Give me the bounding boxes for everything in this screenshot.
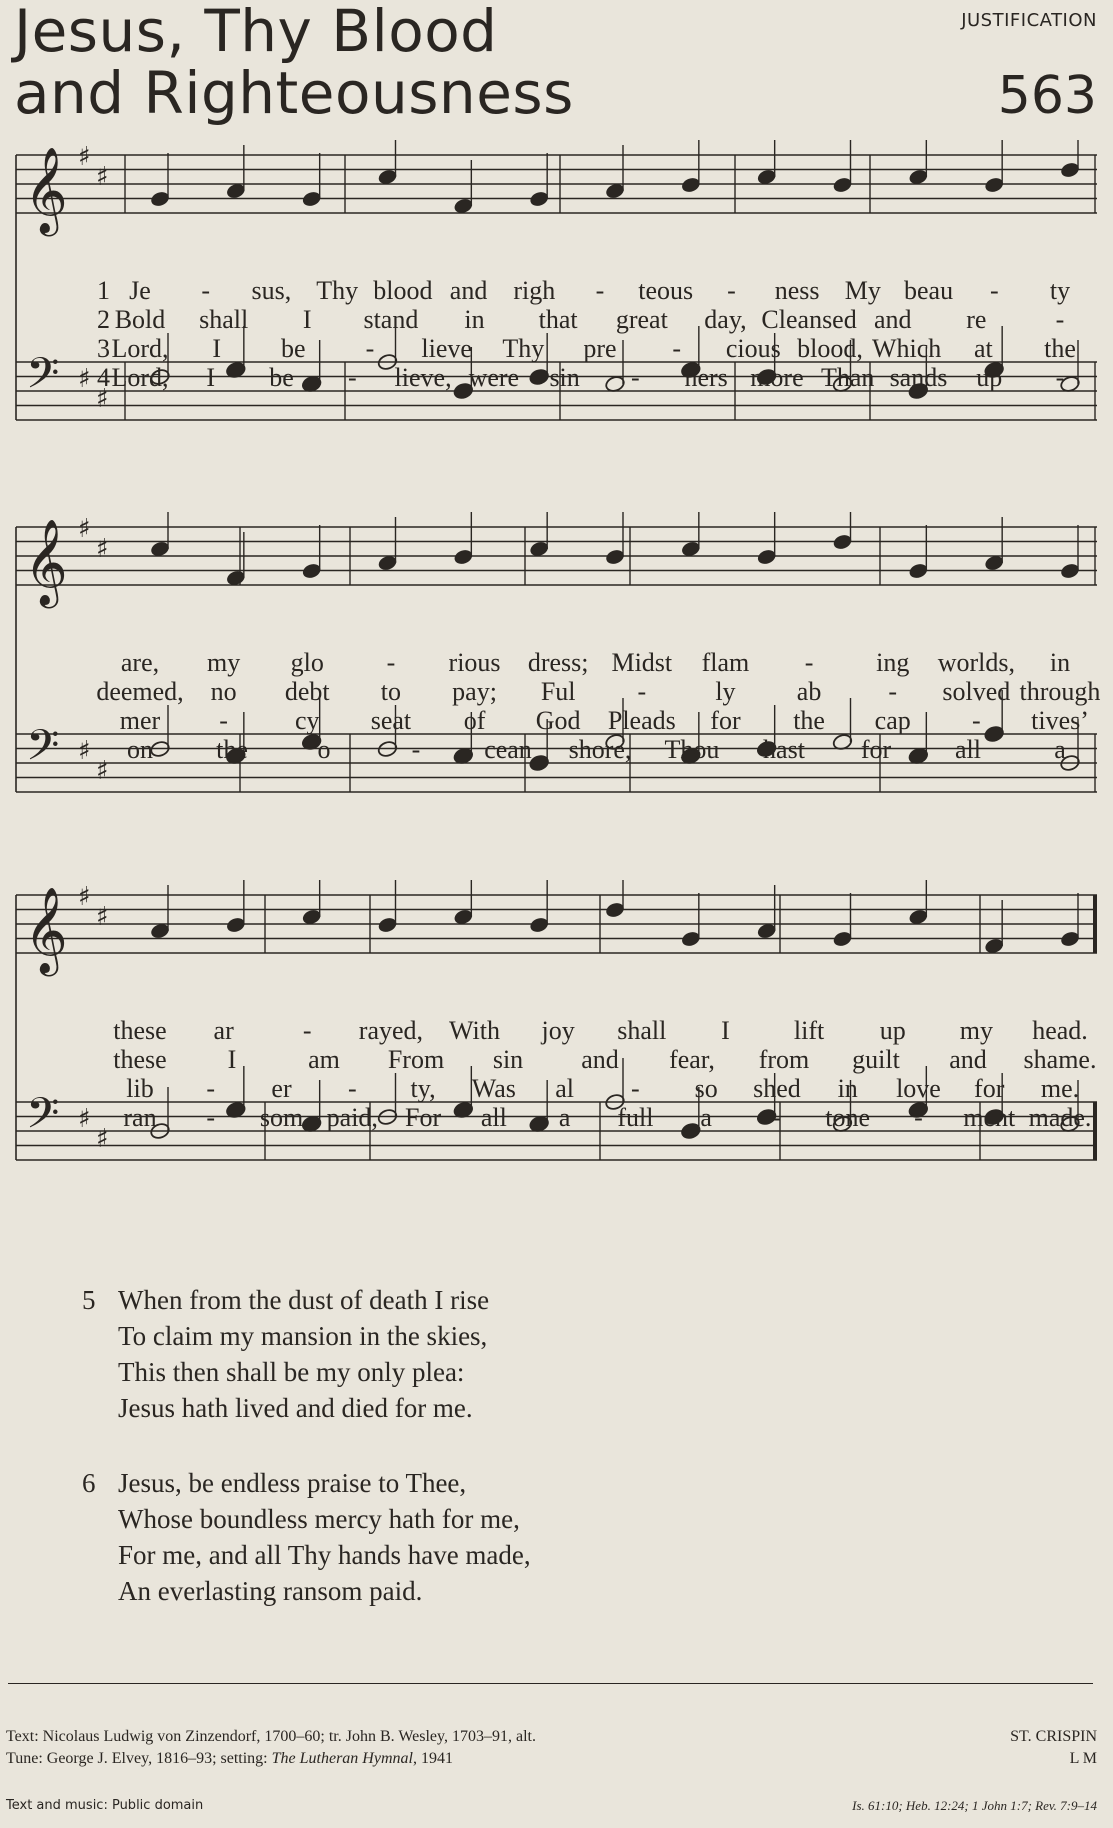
lyric-syllable: am — [308, 1045, 340, 1074]
lyric-syllable: sus, — [251, 276, 292, 305]
lyric-syllable: hast — [763, 735, 805, 764]
verse-number: 2 — [97, 305, 110, 334]
lyric-syllable: lib — [126, 1074, 154, 1103]
lyric-syllable: lieve — [421, 334, 472, 363]
lyric-syllable: tone — [825, 1103, 871, 1132]
lyric-syllable: shed — [753, 1074, 801, 1103]
lyric-syllable: and — [873, 305, 912, 334]
lyric-syllable: - — [914, 1103, 923, 1132]
lyric-syllable: through — [1019, 677, 1101, 706]
key-sharp-icon: ♯ — [78, 514, 91, 544]
lyric-syllable: o — [317, 735, 331, 764]
lyric-syllable: for — [974, 1074, 1005, 1103]
lyric-syllable: full — [617, 1103, 654, 1132]
lyric-syllable: to — [380, 677, 402, 706]
lyric-syllable: God — [535, 706, 581, 735]
lyric-syllable: made. — [1028, 1103, 1092, 1132]
lyric-syllable: Than — [820, 363, 875, 392]
lyric-syllable: - — [637, 677, 647, 706]
tune-source: The Lutheran Hymnal — [271, 1750, 413, 1767]
verse-number: 3 — [97, 334, 110, 363]
lyric-syllable: Thy — [316, 276, 359, 305]
lyric-syllable: and — [581, 1045, 619, 1074]
lyric-syllable: debt — [284, 677, 330, 706]
lyric-syllable: re — [966, 305, 987, 334]
lyric-syllable: the — [793, 706, 825, 735]
lyric-syllable: - — [1055, 363, 1065, 392]
lyric-syllable: er — [271, 1074, 292, 1103]
key-sharp-icon: ♯ — [96, 534, 109, 564]
lyric-syllable: - — [595, 276, 605, 305]
lyric-syllable: - — [206, 1103, 216, 1132]
stanza-number: 6 — [82, 1468, 96, 1498]
lyric-syllable: a — [1054, 735, 1066, 764]
text-credit: Text: Nicolaus Ludwig von Zinzendorf, 1700–60; tr. John B. Wesley, 1703–91, alt. — [6, 1728, 536, 1745]
lyric-syllable: that — [538, 305, 578, 334]
lyric-syllable: in — [1049, 648, 1071, 677]
treble-staff — [16, 882, 1097, 977]
lyric-syllable: - — [989, 276, 999, 305]
lyric-syllable: Pleads — [607, 706, 676, 735]
lyric-line — [0, 1074, 1113, 1104]
stanza-line: This then shall be my only plea: — [118, 1357, 465, 1387]
lyric-syllable: al — [555, 1074, 574, 1103]
stanza-5 — [82, 1282, 489, 1426]
lyric-syllable: Thy — [502, 334, 545, 363]
lyric-syllable: - — [219, 706, 228, 735]
lyric-syllable: Lord, — [111, 334, 169, 363]
lyric-line — [0, 677, 1113, 707]
lyric-syllable: ing — [876, 648, 910, 677]
lyric-syllable: I — [212, 334, 221, 363]
lyric-syllable: sin — [549, 363, 580, 392]
lyric-syllable: ly — [715, 677, 736, 706]
lyric-syllable: ment — [963, 1103, 1016, 1132]
tune-credit-suffix: , 1941 — [412, 1750, 453, 1767]
credits-block — [6, 1726, 536, 1770]
lyric-syllable: - — [1055, 305, 1065, 334]
lyric-syllable: - — [631, 363, 640, 392]
treble-clef-icon: 𝄞 — [24, 147, 68, 233]
lyric-syllable: worlds, — [937, 648, 1015, 677]
key-sharp-icon: ♯ — [96, 1124, 109, 1154]
lyric-line — [0, 1045, 1113, 1075]
lyric-syllable: the — [1044, 334, 1076, 363]
bass-clef-icon: 𝄢 — [26, 349, 60, 409]
treble-staff — [16, 514, 1097, 609]
lyric-syllable: solved — [942, 677, 1011, 706]
stanza-line: Jesus, be endless praise to Thee, — [118, 1468, 467, 1498]
lyric-syllable: - — [201, 276, 211, 305]
lyric-line — [0, 706, 1113, 736]
lyric-syllable: in — [837, 1074, 858, 1103]
lyric-syllable: love — [896, 1074, 941, 1103]
lyric-syllable: these — [113, 1016, 167, 1045]
stanza-line: Jesus hath lived and died for me. — [118, 1393, 473, 1423]
lyric-syllable: Which — [872, 334, 942, 363]
lyric-syllable: - — [727, 276, 736, 305]
lyric-line — [0, 363, 1113, 393]
lyric-syllable: day, — [704, 305, 747, 334]
hymn-title — [14, 0, 574, 127]
lyric-syllable: blood, — [797, 334, 863, 363]
lyric-syllable: ness — [774, 276, 820, 305]
lyric-syllable: dress; — [527, 648, 589, 677]
lyric-syllable: and — [949, 1045, 987, 1074]
lyric-syllable: cap — [874, 706, 911, 735]
lyric-syllable: no — [210, 677, 237, 706]
hymn-number: 563 — [997, 66, 1097, 126]
lyric-syllable: a — [558, 1103, 571, 1132]
lyric-syllable: more — [750, 363, 804, 392]
lyric-syllable: shore, — [568, 735, 632, 764]
stanza-line: When from the dust of death I rise — [118, 1285, 490, 1315]
lyric-syllable: be — [281, 334, 306, 363]
lyric-syllable: blood — [373, 276, 433, 305]
verse-number: 4 — [97, 363, 110, 392]
lyric-syllable: ran — [123, 1103, 157, 1132]
lyric-syllable: stand — [363, 305, 419, 334]
tune-credit — [6, 1748, 536, 1770]
lyric-syllable: righ — [513, 276, 556, 305]
lyric-syllable: ar — [213, 1016, 234, 1045]
lyric-syllable: rious — [448, 648, 501, 677]
lyric-syllable: glo — [290, 648, 324, 677]
copyright-note: Text and music: Public domain — [6, 1798, 204, 1813]
lyric-syllable: guilt — [852, 1045, 900, 1074]
key-sharp-icon: ♯ — [78, 364, 91, 394]
tune-info — [1010, 1726, 1097, 1770]
lyric-syllable: - — [347, 363, 357, 392]
lyric-line — [0, 305, 1113, 335]
lyric-syllable: cean — [484, 735, 532, 764]
lyric-syllable: flam — [701, 648, 750, 677]
lyric-syllable: cy — [294, 706, 320, 735]
stanza-line: An everlasting ransom paid. — [118, 1576, 423, 1606]
lyric-syllable: - — [972, 706, 981, 735]
tune-name: ST. CRISPIN — [1010, 1728, 1097, 1745]
lyric-syllable: up — [879, 1016, 906, 1045]
lyric-syllable: - — [631, 1074, 640, 1103]
lyric-syllable: shall — [617, 1016, 667, 1045]
lyric-syllable: Thou — [664, 735, 720, 764]
lyric-syllable: Was — [471, 1074, 516, 1103]
treble-clef-icon: 𝄞 — [24, 887, 68, 973]
stanza-line: To claim my mansion in the skies, — [118, 1321, 488, 1351]
lyric-syllable: up — [976, 363, 1003, 392]
lyric-syllable: I — [206, 363, 216, 392]
lyric-syllable: Bold — [114, 305, 166, 334]
key-sharp-icon: ♯ — [78, 142, 91, 172]
lyric-syllable: My — [844, 276, 881, 305]
scripture-references: Is. 61:10; Heb. 12:24; 1 John 1:7; Rev. 7:9–14 — [852, 1798, 1097, 1813]
lyric-syllable: mer — [119, 706, 161, 735]
lyric-syllable: were — [468, 363, 520, 392]
treble-staff — [16, 142, 1097, 237]
title-line-1: Jesus, Thy Blood — [14, 0, 498, 65]
lyric-syllable: sin — [492, 1045, 524, 1074]
lyric-syllable: my — [207, 648, 241, 677]
lyric-syllable: all — [955, 735, 981, 764]
lyric-syllable: are, — [120, 648, 160, 677]
lyric-syllable: - — [302, 1016, 312, 1045]
stanza-line: Whose boundless mercy hath for me, — [118, 1504, 520, 1534]
key-sharp-icon: ♯ — [96, 162, 109, 192]
lyric-syllable: deemed, — [96, 677, 184, 706]
key-sharp-icon: ♯ — [96, 902, 109, 932]
lyric-line — [0, 334, 1113, 364]
lyric-syllable: me. — [1040, 1074, 1080, 1103]
category-label: JUSTIFICATION — [961, 10, 1097, 31]
lyric-syllable: - — [386, 648, 396, 677]
stanza-line: For me, and all Thy hands have made, — [118, 1540, 531, 1570]
lyric-syllable: - — [206, 1074, 216, 1103]
meter: L M — [1069, 1750, 1097, 1767]
lyric-syllable: Lord, — [111, 363, 169, 392]
key-sharp-icon: ♯ — [96, 756, 109, 786]
bass-clef-icon: 𝄢 — [26, 721, 60, 781]
lyric-syllable: be — [269, 363, 294, 392]
lyric-syllable: Midst — [611, 648, 673, 677]
lyric-syllable: lieve, — [394, 363, 452, 392]
lyric-syllable: rayed, — [358, 1016, 424, 1045]
divider-rule — [8, 1683, 1093, 1684]
stanza-6 — [82, 1465, 531, 1609]
lyric-syllable: my — [959, 1016, 993, 1045]
verse-number: 1 — [97, 276, 110, 305]
lyric-syllable: From — [387, 1045, 445, 1074]
lyric-syllable: - — [672, 334, 681, 363]
lyric-syllable: - — [804, 648, 814, 677]
lyric-syllable: For — [405, 1103, 442, 1132]
lyric-syllable: head. — [1032, 1016, 1088, 1045]
lyric-syllable: pay; — [452, 677, 497, 706]
key-sharp-icon: ♯ — [96, 384, 109, 414]
lyric-line — [0, 648, 1113, 678]
lyric-syllable: - — [365, 334, 375, 363]
key-sharp-icon: ♯ — [78, 882, 91, 912]
lyric-syllable: I — [302, 305, 312, 334]
lyric-syllable: in — [464, 305, 485, 334]
lyric-syllable: ty — [1049, 276, 1071, 305]
lyric-syllable: - — [347, 1074, 357, 1103]
lyric-syllable: ners — [684, 363, 728, 392]
lyric-syllable: ab — [796, 677, 822, 706]
lyric-syllable: fear, — [669, 1045, 715, 1074]
lyric-syllable: shame. — [1023, 1045, 1097, 1074]
lyric-syllable: - — [888, 677, 898, 706]
lyric-syllable: - — [772, 1103, 782, 1132]
lyric-syllable: for — [860, 735, 892, 764]
lyric-syllable: beau — [904, 276, 954, 305]
lyric-syllable: of — [463, 706, 486, 735]
lyric-syllable: the — [216, 735, 248, 764]
lyric-syllable: teous — [638, 276, 694, 305]
lyric-line — [0, 735, 1113, 765]
lyric-syllable: on — [127, 735, 153, 764]
lyric-syllable: sands — [889, 363, 948, 392]
lyric-syllable: great — [615, 305, 668, 334]
lyric-syllable: these — [113, 1045, 167, 1074]
lyric-syllable: lift — [793, 1016, 825, 1045]
lyric-syllable: a — [700, 1103, 712, 1132]
lyric-syllable: seat — [370, 706, 412, 735]
lyric-syllable: Cleansed — [761, 305, 857, 334]
lyric-line — [0, 1103, 1113, 1133]
lyric-syllable: shall — [199, 305, 249, 334]
lyric-syllable: all — [480, 1103, 507, 1132]
lyric-syllable: With — [449, 1016, 501, 1045]
lyric-syllable: I — [721, 1016, 730, 1045]
lyric-syllable: ty, — [410, 1074, 436, 1103]
lyric-syllable: for — [710, 706, 741, 735]
lyric-syllable: and — [449, 276, 488, 305]
lyric-line — [0, 1016, 1113, 1046]
lyric-line — [0, 276, 1113, 306]
bass-clef-icon: 𝄢 — [26, 1089, 60, 1149]
lyric-syllable: from — [758, 1045, 810, 1074]
tune-credit-prefix: Tune: George J. Elvey, 1816–93; setting: — [6, 1750, 272, 1767]
lyric-syllable: I — [227, 1045, 237, 1074]
lyric-syllable: som — [259, 1103, 304, 1132]
lyric-syllable: Ful — [540, 677, 576, 706]
stanza-number: 5 — [82, 1285, 96, 1315]
lyric-syllable: Je — [129, 276, 151, 305]
lyric-syllable: pre — [583, 334, 617, 363]
key-sharp-icon: ♯ — [78, 736, 91, 766]
treble-clef-icon: 𝄞 — [24, 519, 68, 605]
key-sharp-icon: ♯ — [78, 1104, 91, 1134]
lyric-syllable: at — [973, 334, 993, 363]
lyric-syllable: joy — [541, 1016, 575, 1045]
lyric-syllable: tives’ — [1031, 706, 1089, 735]
title-line-2: and Righteousness — [14, 59, 574, 127]
lyric-syllable: cious — [725, 334, 781, 363]
lyric-syllable: so — [694, 1074, 718, 1103]
lyric-syllable: - — [411, 735, 421, 764]
lyric-syllable: paid, — [326, 1103, 378, 1132]
